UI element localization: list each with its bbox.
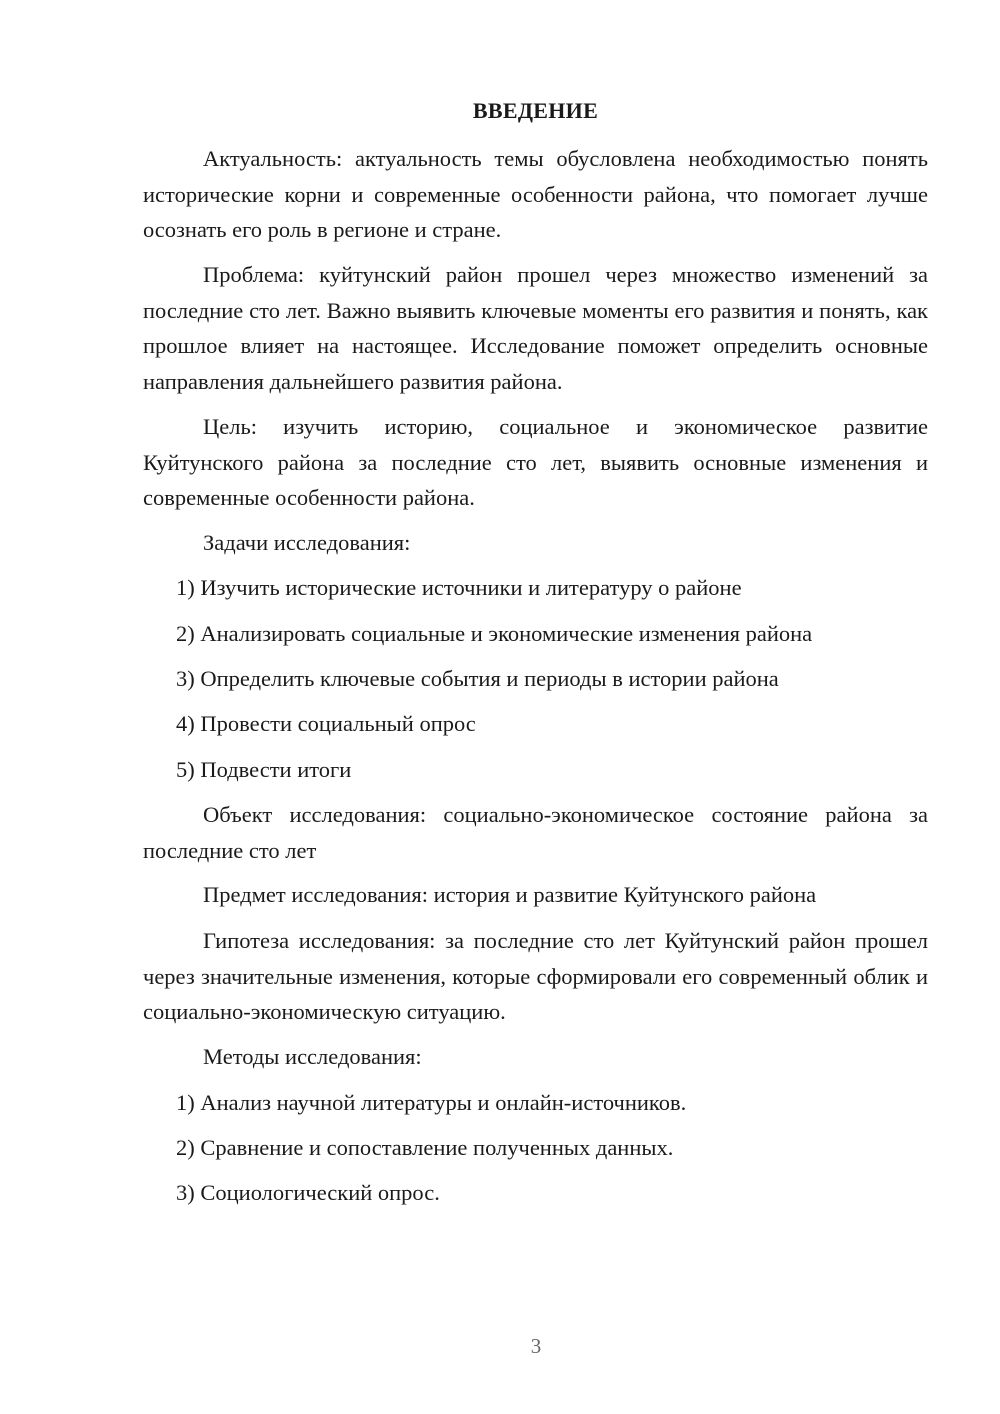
- task-item: 4) Провести социальный опрос: [176, 711, 476, 736]
- relevance-paragraph: Актуальность: актуальность темы обусловлена необходимостью понять исторические корни и современные особенности района, что помогает лучше осознать его роль в регионе и стране.: [143, 146, 928, 242]
- goal-paragraph: Цель: изучить историю, социальное и экономическое развитие Куйтунского района за последние сто лет, выявить основные изменения и современные особенности района.: [143, 414, 928, 510]
- problem-paragraph: Проблема: куйтунский район прошел через множество изменений за последние сто лет. Важно выявить ключевые моменты его развития и понять, как прошлое влияет на настоящее. Исследование поможет определить основные направления дальнейшего развития района.: [143, 262, 928, 394]
- method-item: 1) Анализ научной литературы и онлайн-источников.: [176, 1090, 687, 1115]
- page-title: ВВЕДЕНИЕ: [472, 98, 599, 123]
- subject-paragraph: Предмет исследования: история и развитие Куйтунского района: [203, 882, 817, 907]
- hypothesis-paragraph: Гипотеза исследования: за последние сто лет Куйтунский район прошел через значительные изменения, которые сформировали его современный облик и социально-экономическую ситуацию.: [143, 928, 928, 1024]
- task-item: 1) Изучить исторические источники и литературу о районе: [176, 575, 742, 600]
- task-item: 2) Анализировать социальные и экономические изменения района: [176, 621, 813, 646]
- methods-title: Методы исследования:: [203, 1044, 422, 1069]
- tasks-title: Задачи исследования:: [203, 530, 411, 555]
- page-number: 3: [530, 1334, 542, 1358]
- object-paragraph: Объект исследования: социально-экономическое состояние района за последние сто лет: [143, 802, 928, 863]
- method-item: 3) Социологический опрос.: [176, 1180, 440, 1205]
- method-item: 2) Сравнение и сопоставление полученных данных.: [176, 1135, 674, 1160]
- task-item: 3) Определить ключевые события и периоды в истории района: [176, 666, 779, 691]
- task-item: 5) Подвести итоги: [176, 757, 352, 782]
